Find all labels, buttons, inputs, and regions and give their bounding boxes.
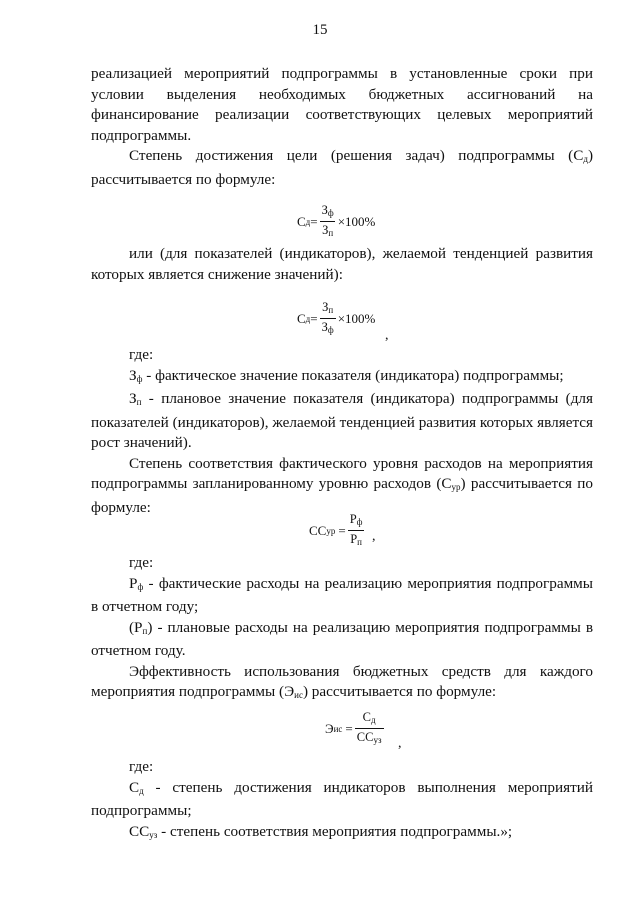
formula4-num: С — [362, 710, 371, 724]
formula4-eq: = — [345, 720, 353, 736]
def-ss-sym: СС — [129, 822, 150, 840]
formula1-den: З — [322, 223, 329, 237]
formula2-tail: ×100% — [337, 310, 376, 326]
formula2-num: З — [322, 300, 329, 314]
def-zf-sub: ф — [136, 373, 143, 384]
formula1-lhs: С — [297, 213, 306, 229]
formula2-lhs: С — [297, 310, 306, 326]
or-paragraph: или (для показателей (индикаторов), желаемой тенденцией развития которых является снижение значений): — [91, 245, 593, 283]
def-sd-sym: С — [129, 778, 140, 796]
def-ss-text: - степень соответствия мероприятия подпрограммы.»; — [157, 822, 513, 840]
formula1-lhs-sub: д — [305, 216, 311, 227]
definitions-block-3 — [91, 757, 593, 845]
formula2-lhs-sub: д — [305, 313, 311, 324]
def-sd-sub: д — [139, 785, 144, 796]
continuation-paragraph: реализацией мероприятий подпрограммы в установленные сроки при условии выделения необходимых бюджетных ассигнований на финансирование реализации соответствующих целевых мероприятий подпрограммы. — [91, 65, 593, 144]
cost-paragraph — [91, 454, 593, 519]
formula-eis — [325, 710, 386, 747]
formula1-tail: ×100% — [337, 213, 376, 229]
formula3-den: Р — [350, 532, 358, 546]
def-pp — [91, 618, 593, 662]
formula4-lhs: Э — [325, 720, 334, 736]
formula2-den-sub: ф — [327, 325, 334, 335]
eff-paragraph — [91, 662, 593, 706]
formula1-num: З — [321, 203, 328, 217]
formula1-num-sub: ф — [327, 208, 334, 218]
def-sd — [91, 778, 593, 822]
cost-text-b: ) рассчитывается по формуле: — [91, 475, 594, 516]
goal-paragraph — [91, 146, 593, 190]
def-zp — [91, 389, 593, 454]
formula4-fraction — [355, 710, 384, 747]
page-number: 15 — [312, 22, 328, 38]
goal-text-b: ) рассчитывается по формуле: — [91, 147, 593, 188]
formula3-num-sub: ф — [356, 517, 363, 527]
formula3-lhs-sub: ур — [326, 525, 336, 536]
formula2-num-sub: п — [328, 305, 334, 315]
formula3-lhs: СС — [309, 522, 327, 538]
text-block-top — [91, 64, 593, 190]
where-label-3: где: — [129, 758, 154, 775]
formula3-den-sub: п — [357, 537, 362, 547]
definitions-block-2 — [91, 553, 593, 706]
formula4-den: СС — [356, 730, 374, 744]
definitions-block-1 — [91, 345, 593, 518]
eff-text-b: ) рассчитывается по формуле: — [302, 683, 497, 700]
def-zp-sym: З — [129, 390, 137, 407]
def-pp-text: ) - плановые расходы на реализацию мероприятия подпрограммы в отчетном году. — [91, 618, 593, 659]
def-zf-sym: З — [129, 366, 137, 384]
goal-sub: д — [583, 154, 588, 164]
def-zp-text: - плановое значение показателя (индикатора) подпрограммы (для показателей (индикаторов), желаемой тенденцией развития которых является рост значений). — [91, 390, 593, 451]
def-pf — [91, 574, 593, 618]
def-zf — [91, 366, 593, 390]
or-block — [91, 244, 593, 285]
def-ss-sub: уз — [149, 829, 158, 840]
formula-sd-1 — [297, 203, 375, 240]
def-zp-sub: п — [136, 397, 142, 407]
formula2-comma: , — [385, 328, 389, 343]
formula1-fraction — [320, 203, 336, 240]
formula4-den-sub: уз — [373, 735, 382, 745]
def-pf-sym: Р — [129, 574, 138, 592]
eff-text-a: Эффективность использования бюджетных средств для каждого мероприятия подпрограммы (Э — [91, 662, 593, 700]
def-pf-text: - фактические расходы на реализацию мероприятия подпрограммы в отчетном году; — [91, 574, 593, 615]
cost-text-a: Степень соответствия фактического уровня расходов на мероприятия подпрограммы запланированному уровню расходов (С — [91, 454, 593, 492]
def-pp-open: (Р — [129, 618, 143, 636]
def-sd-text: - степень достижения индикаторов выполнения мероприятий подпрограммы; — [91, 778, 593, 819]
formula4-num-sub: д — [371, 715, 376, 725]
formula3-fraction — [348, 512, 365, 549]
formula4-comma: , — [398, 736, 402, 751]
cost-sub: ур — [451, 482, 461, 492]
formula2-den: З — [321, 320, 328, 334]
formula3-num: Р — [349, 512, 357, 526]
where-label-1: где: — [129, 346, 154, 363]
def-ss — [91, 822, 593, 846]
formula1-den-sub: п — [328, 228, 334, 238]
def-zf-text: - фактическое значение показателя (индикатора) подпрограммы; — [142, 366, 564, 384]
goal-text-a: Степень достижения цели (решения задач) подпрограммы (С — [129, 147, 584, 164]
formula3-comma: , — [372, 529, 376, 544]
formula2-fraction — [320, 300, 336, 337]
formula3-eq: = — [338, 522, 346, 538]
eff-sub: ис — [294, 690, 303, 700]
formula2-eq: = — [310, 310, 318, 326]
formula-ssur — [309, 512, 366, 549]
formula1-eq: = — [310, 213, 318, 229]
def-pf-sub: ф — [137, 581, 144, 592]
where-label-2: где: — [129, 554, 154, 571]
formula-sd-2 — [297, 300, 375, 337]
formula4-lhs-sub: ис — [333, 723, 343, 734]
def-pp-sub: п — [142, 625, 148, 636]
